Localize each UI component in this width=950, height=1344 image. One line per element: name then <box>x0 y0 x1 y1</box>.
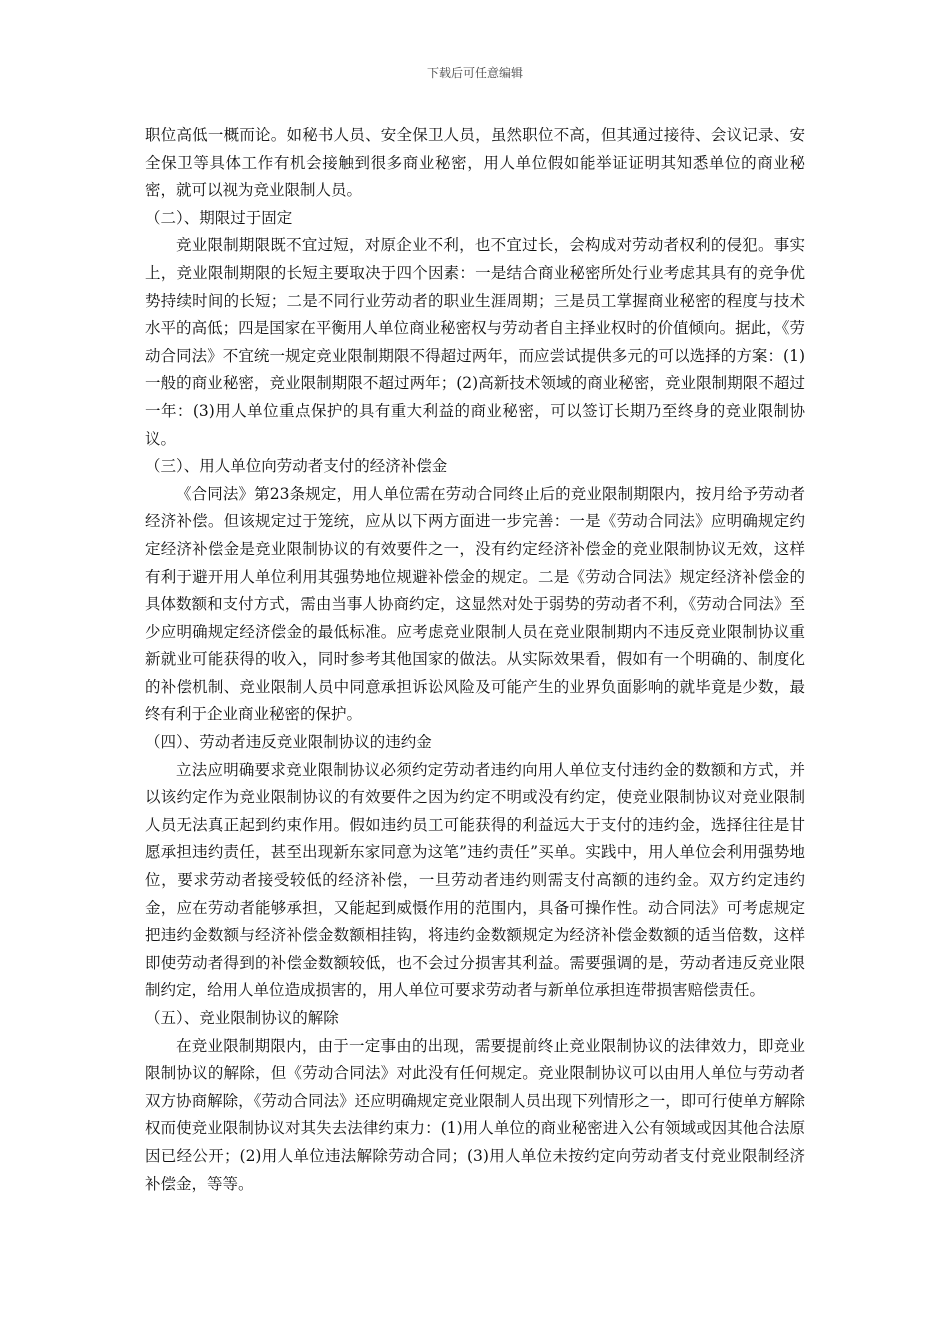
section-heading-5: （五）、竞业限制协议的解除 <box>145 1009 339 1027</box>
paragraph-termination: 在竞业限制期限内，由于一定事由的出现，需要提前终止竞业限制协议的法律效力，即竞业限制协议的解除，但《劳动合同法》对此没有任何规定。竞业限制协议可以由用人单位与劳动者双方协商解除，《劳动合同法》还应明确规定竞业限制人员出现下列情形之一，即可行使单方解除权而使竞业限制协议对其失去法律约束力：(1)用人单位的商业秘密进入公有领域或因其他合法原因已经公开；(2)用人单位违法解除劳动合同；(3)用人单位未按约定向劳动者支付竞业限制经济补偿金，等等。 <box>145 1036 805 1193</box>
document-body <box>145 122 805 1198</box>
paragraph-compensation: 《合同法》第23条规定，用人单位需在劳动合同终止后的竞业限制期限内，按月给予劳动者经济补偿。但该规定过于笼统，应从以下两方面进一步完善：一是《劳动合同法》应明确规定约定经济补偿金是竞业限制协议的有效要件之一，没有约定经济补偿金的竞业限制协议无效，这样有利于避开用人单位利用其强势地位规避补偿金的规定。二是《劳动合同法》规定经济补偿金的具体数额和支付方式，需由当事人协商约定，这显然对处于弱势的劳动者不利，《劳动合同法》至少应明确规定经济偿金的最低标准。应考虑竞业限制人员在竞业限制期内不违反竞业限制协议重新就业可能获得的收入，同时参考其他国家的做法。从实际效果看，假如有一个明确的、制度化的补偿机制、竞业限制人员中同意承担诉讼风险及可能产生的业界负面影响的就毕竟是少数，最终有利于企业商业秘密的保护。 <box>145 484 805 724</box>
section-heading-4: （四）、劳动者违反竞业限制协议的违约金 <box>145 733 432 752</box>
paragraph-term-limit: 竞业限制期限既不宜过短，对原企业不利，也不宜过长，会构成对劳动者权利的侵犯。事实上，竞业限制期限的长短主要取决于四个因素：一是结合商业秘密所处行业考虑其具有的竞争优势持续时间的长短；二是不同行业劳动者的职业生涯周期；三是员工掌握商业秘密的程度与技术水平的高低；四是国家在平衡用人单位商业秘密权与劳动者自主择业权时的价值倾向。据此，《劳动合同法》不宜统一规定竞业限制期限不得超过两年，而应尝试提供多元的可以选择的方案：(1)一般的商业秘密，竞业限制期限不超过两年；(2)高新技术领域的商业秘密，竞业限制期限不超过一年：(3)用人单位重点保护的具有重大利益的商业秘密，可以签订长期乃至终身的竞业限制协议。 <box>145 236 805 448</box>
section-heading-2: （二）、期限过于固定 <box>145 208 293 227</box>
paragraph-penalty: 立法应明确要求竞业限制协议必须约定劳动者违约向用人单位支付违约金的数额和方式，并以该约定作为竞业限制协议的有效要件之因为约定不明或没有约定，使竞业限制协议对竞业限制人员无法真正起到约束作用。假如违约员工可能获得的利益远大于支付的违约金，选择往往是甘愿承担违约责任，甚至出现新东家同意为这笔”违约责任”买单。实践中，用人单位会利用强势地位，要求劳动者接受较低的经济补偿，一旦劳动者违约则需支付高额的违约金。双方约定违约金，应在劳动者能够承担，又能起到威慑作用的范围内，具备可操作性。动合同法》可考虑规定把违约金数额与经济补偿金数额相挂钩，将违约金数额规定为经济补偿金数额的适当倍数，这样即使劳动者得到的补偿金数额较低，也不会过分损害其利益。需要强调的是，劳动者违反竞业限制约定，给用人单位造成损害的，用人单位可要求劳动者与新单位承担连带损害赔偿责任。 <box>145 760 805 1000</box>
page-header: 下载后可任意编辑 <box>426 66 523 80</box>
section-heading-3: （三）、用人单位向劳动者支付的经济补偿金 <box>145 457 448 476</box>
paragraph-continuation: 职位高低一概而论。如秘书人员、安全保卫人员，虽然职位不高，但其通过接待、会议记录、安全保卫等具体工作有机会接触到很多商业秘密，用人单位假如能举证证明其知悉单位的商业秘密，就可以视为竞业限制人员。 <box>145 126 805 200</box>
